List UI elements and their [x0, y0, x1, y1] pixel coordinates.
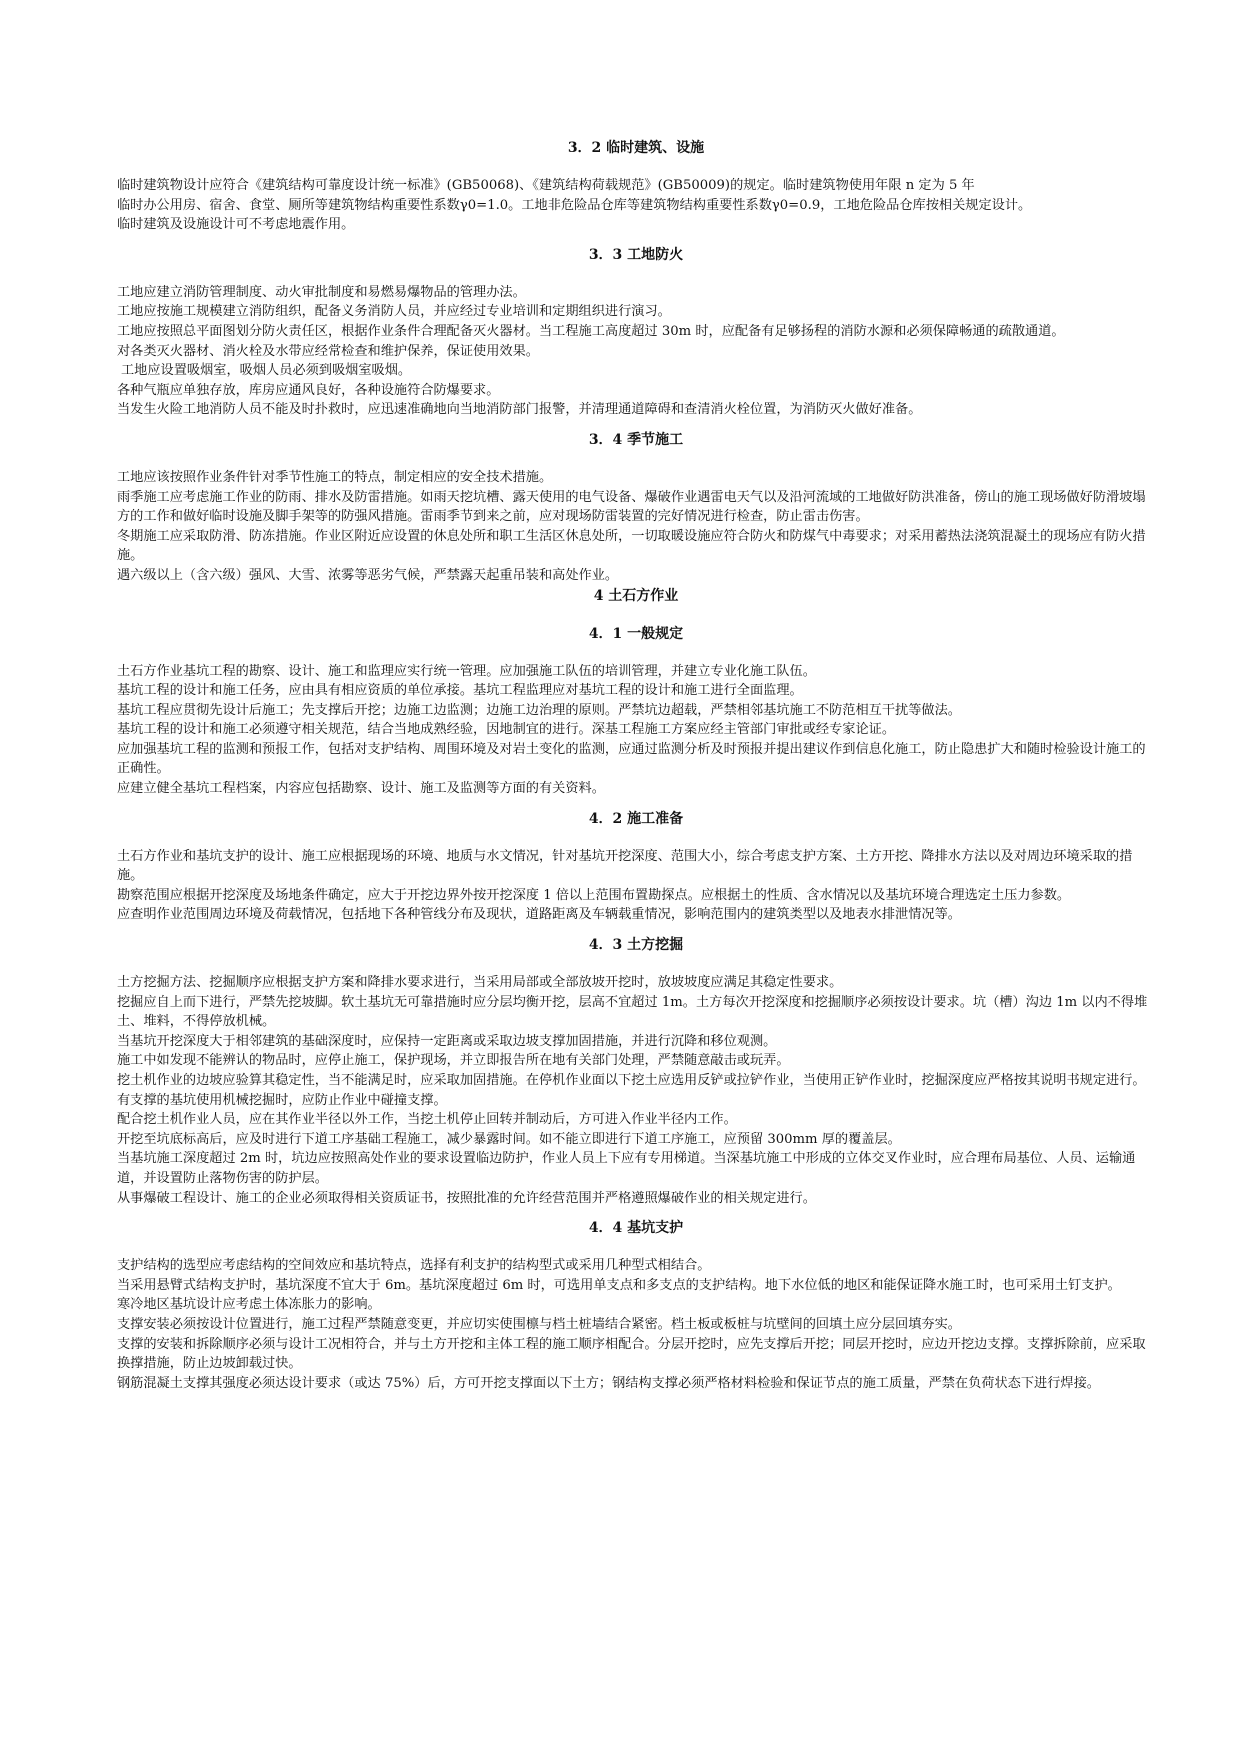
paragraph: 当基坑开挖深度大于相邻建筑的基础深度时，应保持一定距离或采取边坡支撑加固措施，并进行沉降和移位观测。: [117, 1033, 777, 1049]
paragraph: 对各类灭火器材、消火栓及水带应经常检查和维护保养，保证使用效果。: [117, 343, 539, 359]
section-heading-3-2: 3．2 临时建筑、设施: [567, 140, 705, 156]
paragraph: 当采用悬臂式结构支护时，基坑深度不宜大于 6m。基坑深度超过 6m 时，可选用单支点和多支点的支护结构。地下水位低的地区和能保证降水施工时，也可采用土钉支护。: [117, 1277, 1121, 1293]
paragraph: 从事爆破工程设计、施工的企业必须取得相关资质证书，按照批准的允许经营范围并严格遵照爆破作业的相关规定进行。: [117, 1190, 816, 1206]
paragraph: 应查明作业范围周边环境及荷载情况，包括地下各种管线分布及现状，道路距离及车辆载重情况，影响范围内的建筑类型以及地表水排泄情况等。: [117, 907, 961, 923]
paragraph: 遇六级以上（含六级）强风、大雪、浓雾等恶劣气候，严禁露天起重吊装和高处作业。: [117, 567, 619, 583]
paragraph: 临时办公用房、宿舍、食堂、厕所等建筑物结构重要性系数γ0=1.0。工地非危险品仓库等建筑物结构重要性系数γ0=0.9，工地危险品仓库按相关规定设计。: [117, 197, 1032, 213]
paragraph: 配合挖土机作业人员，应在其作业半径以外工作，当挖土机停止回转并制动后，方可进入作业半径内工作。: [117, 1112, 737, 1128]
paragraph: 临时建筑及设施设计可不考虑地震作用。: [117, 217, 355, 233]
paragraph: 土方挖掘方法、挖掘顺序应根据支护方案和降排水要求进行，当采用局部或全部放坡开挖时，放坡坡度应满足其稳定性要求。: [117, 975, 843, 991]
paragraph: 当基坑施工深度超过 2m 时，坑边应按照高处作业的要求设置临边防护，作业人员上下应有专用梯道。当深基坑施工中形成的立体交叉作业时，应合理布局基位、人员、运输通道，并设置防止落物伤害的防护层。: [117, 1151, 1136, 1186]
paragraph: 土石方作业和基坑支护的设计、施工应根据现场的环境、地质与水文情况，针对基坑开挖深度、范围大小，综合考虑支护方案、土方开挖、降排水方法以及对周边环境采取的措施。: [117, 848, 1133, 884]
paragraph: 寒冷地区基坑设计应考虑土体冻胀力的影响。: [117, 1297, 381, 1313]
paragraph: 工地应按照总平面图划分防火责任区，根据作业条件合理配备灭火器材。当工程施工高度超过 30m 时，应配备有足够扬程的消防水源和必须保障畅通的疏散通道。: [117, 323, 1065, 339]
paragraph: 支护结构的选型应考虑结构的空间效应和基坑特点，选择有利支护的结构型式或采用几种型式相结合。: [117, 1258, 711, 1274]
paragraph: 支撑的安装和拆除顺序必须与设计工况相符合，并与土方开挖和主体工程的施工顺序相配合。分层开挖时，应先支撑后开挖；同层开挖时，应边开挖边支撑。支撑拆除前，应采取换撑措施，防止边坡卸载过快。: [117, 1336, 1146, 1372]
document-page: [117, 138, 1155, 1393]
paragraph: 各种气瓶应单独存放，库房应通风良好，各种设施符合防爆要求。: [117, 382, 500, 398]
section-heading-3-4: 3．4 季节施工: [588, 431, 684, 448]
paragraph: 临时建筑物设计应符合《建筑结构可靠度设计统一标准》(GB50068)、《建筑结构荷载规范》(GB50009)的规定。临时建筑物使用年限 n 定为 5 年: [117, 178, 975, 193]
paragraph: 挖土机作业的边坡应验算其稳定性，当不能满足时，应采取加固措施。在停机作业面以下挖土应选用反铲或拉铲作业，当使用正铲作业时，挖掘深度应严格按其说明书规定进行。有支撑的基坑使用机械挖掘时，应防止作业中碰撞支撑。: [117, 1073, 1146, 1108]
paragraph: 勘察范围应根据开挖深度及场地条件确定，应大于开挖边界外按开挖深度 1 倍以上范围布置勘探点。应根据土的性质、含水情况以及基坑环境合理选定土压力参数。: [117, 887, 1071, 903]
paragraph: 当发生火险工地消防人员不能及时扑救时，应迅速准确地向当地消防部门报警，并清理通道障碍和查清消火栓位置，为消防灭火做好准备。: [117, 402, 922, 418]
paragraph: 基坑工程的设计和施工必须遵守相关规范，结合当地成熟经验，因地制宜的进行。深基工程施工方案应经主管部门审批或经专家论证。: [117, 722, 896, 738]
section-heading-4-3: 4．3 土方挖掘: [588, 937, 684, 954]
chapter-heading-4: 4 土石方作业: [593, 587, 679, 604]
paragraph: 基坑工程应贯彻先设计后施工；先支撑后开挖；边施工边监测；边施工边治理的原则。严禁坑边超载，严禁相邻基坑施工不防范相互干扰等做法。: [117, 702, 961, 718]
paragraph: 冬期施工应采取防滑、防冻措施。作业区附近应设置的休息处所和职工生活区休息处所，一切取暖设施应符合防火和防煤气中毒要求；对采用蓄热法浇筑混凝土的现场应有防火措施。: [117, 528, 1146, 564]
paragraph: 开挖至坑底标高后，应及时进行下道工序基础工程施工，减少暴露时间。如不能立即进行下道工序施工，应预留 300mm 厚的覆盖层。: [117, 1131, 901, 1147]
paragraph: 工地应建立消防管理制度、动火审批制度和易燃易爆物品的管理办法。: [117, 284, 526, 300]
paragraph: 施工中如发现不能辨认的物品时，应停止施工，保护现场，并立即报告所在地有关部门处理，严禁随意敲击或玩弄。: [117, 1053, 790, 1069]
section-heading-3-3: 3．3 工地防火: [588, 246, 684, 263]
paragraph: 挖掘应自上而下进行，严禁先挖坡脚。软土基坑无可靠措施时应分层均衡开挖，层高不宜超过 1m。土方每次开挖深度和挖掘顺序必须按设计要求。坑（槽）沟边 1m 以内不得堆土、堆料，不得停放机械。: [117, 994, 1148, 1030]
paragraph: 支撑安装必须按设计位置进行，施工过程严禁随意变更，并应切实使围檩与档土桩墙结合紧密。档土板或板桩与坑壁间的回填土应分层回填夯实。: [117, 1316, 961, 1332]
paragraph: 工地应该按照作业条件针对季节性施工的特点，制定相应的安全技术措施。: [117, 469, 553, 485]
paragraph: 基坑工程的设计和施工任务，应由具有相应资质的单位承接。基坑工程监理应对基坑工程的设计和施工进行全面监理。: [117, 683, 803, 699]
paragraph: 土石方作业基坑工程的勘察、设计、施工和监理应实行统一管理。应加强施工队伍的培训管理，并建立专业化施工队伍。: [117, 663, 816, 679]
paragraph: 应建立健全基坑工程档案，内容应包括勘察、设计、施工及监测等方面的有关资料。: [117, 781, 605, 797]
section-heading-4-2: 4．2 施工准备: [588, 810, 684, 827]
paragraph: 应加强基坑工程的监测和预报工作，包括对支护结构、周围环境及对岩土变化的监测，应通过监测分析及时预报并提出建议作到信息化施工，防止隐患扩大和随时检验设计施工的正确性。: [117, 741, 1146, 777]
paragraph: 工地应按施工规模建立消防组织，配备义务消防人员，并应经过专业培训和定期组织进行演习。: [117, 304, 671, 320]
section-heading-4-4: 4．4 基坑支护: [588, 1220, 684, 1237]
section-heading-4-1: 4．1 一般规定: [588, 625, 684, 642]
paragraph: 工地应设置吸烟室，吸烟人员必须到吸烟室吸烟。: [121, 363, 412, 379]
paragraph: 雨季施工应考虑施工作业的防雨、排水及防雷措施。如雨天挖坑槽、露天使用的电气设备、爆破作业遇雷电天气以及沿河流域的工地做好防洪准备，傍山的施工现场做好防滑坡塌方的工作和做好临时设施及脚手架等的防强风措施。雷雨季节到来之前，应对现场防雷装置的完好情况进行检查，防止雷击伤害。: [117, 489, 1146, 525]
paragraph: 钢筋混凝土支撑其强度必须达设计要求（或达 75%）后，方可开挖支撑面以下土方；钢结构支撑必须严格材料检验和保证节点的施工质量，严禁在负荷状态下进行焊接。: [117, 1375, 1100, 1391]
